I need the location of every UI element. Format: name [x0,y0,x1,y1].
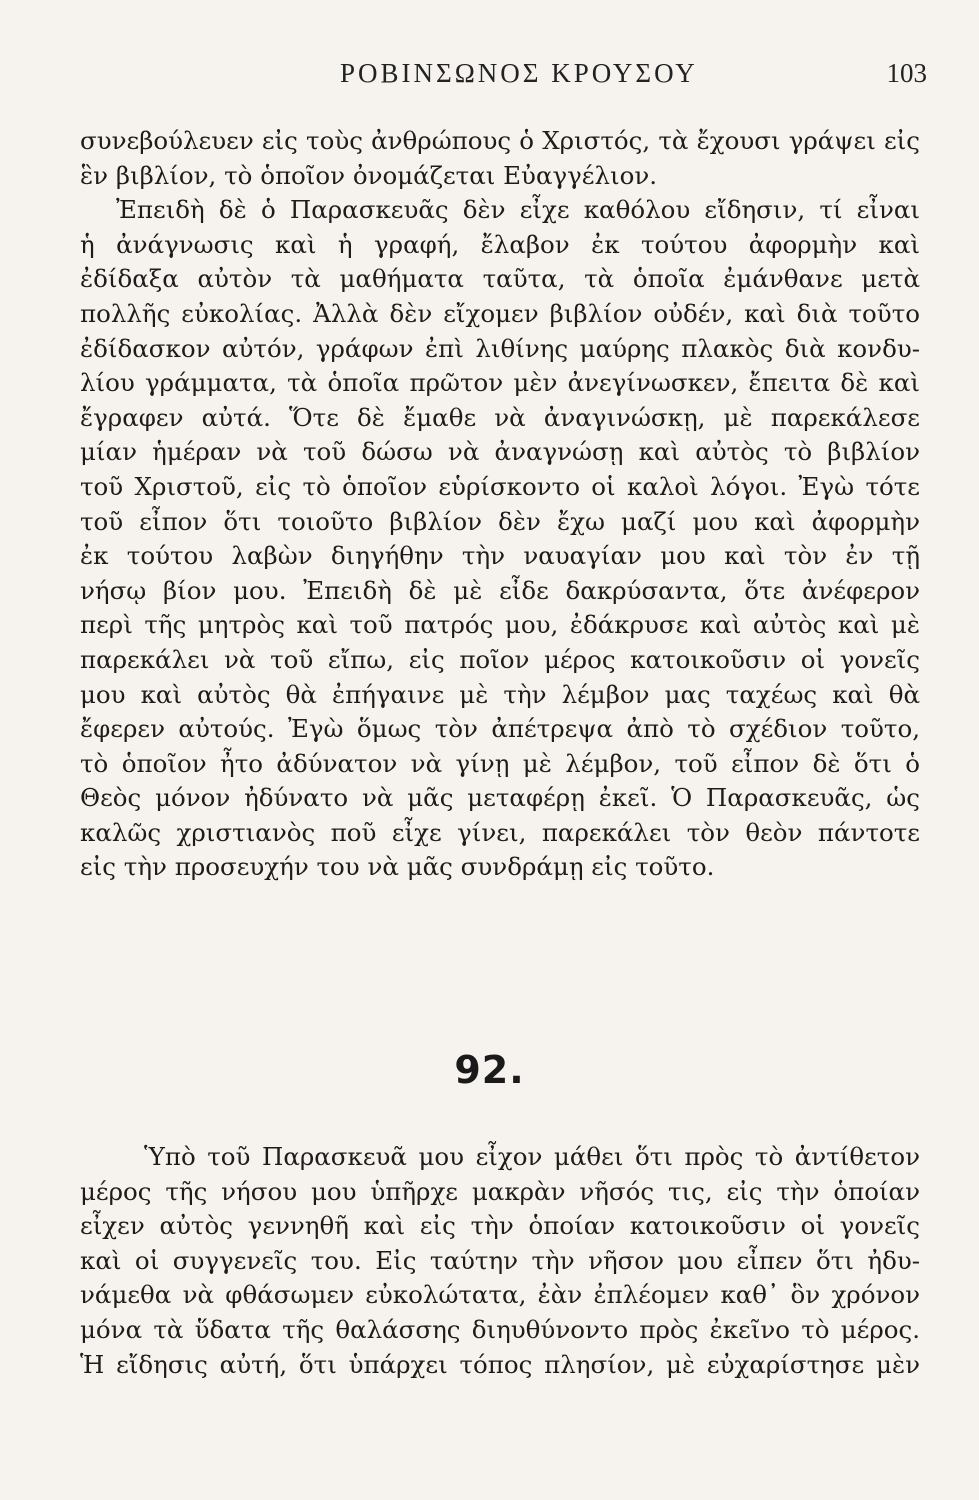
passage-2 [80,1140,920,1382]
text-line: Ἡ εἴδησις αὐτή, ὅτι ὑπάρχει τόπος πλησίον, μὲ εὐχαρίστησε μὲν [80,1349,920,1379]
text-line: συνεβούλευεν εἰς τοὺς ἀνθρώπους ὁ Χριστός, τὰ ἔχουσι γράψει εἰς [80,126,920,155]
text-line: μου καὶ αὐτὸς θὰ ἐπήγαινε μὲ τὴν λέμβον μας ταχέως καὶ θὰ [80,679,920,709]
passage-1 [80,124,920,885]
text-line: ἡ ἀνάγνωσις καὶ ἡ γραφή, ἔλαβον ἐκ τούτου ἀφορμὴν καὶ [80,229,920,259]
text-line: Θεὸς μόνον ἠδύνατο νὰ μᾶς μεταφέρῃ ἐκεῖ. Ὁ Παρασκευᾶς, ὡς [80,783,920,813]
text-line: περὶ τῆς μητρὸς καὶ τοῦ πατρός μου, ἐδάκρυσε καὶ αὐτὸς καὶ μὲ [80,610,920,640]
text-line: ἔφερεν αὐτούς. Ἐγὼ ὅμως τὸν ἀπέτρεψα ἀπὸ τὸ σχέδιον τοῦτο, [80,714,920,744]
text-line: λίου γράμματα, τὰ ὁποῖα πρῶτον μὲν ἀνεγίνωσκεν, ἔπειτα δὲ καὶ [80,368,920,398]
text-line: ἐκ τούτου λαβὼν διηγήθην τὴν ναυαγίαν μου καὶ τὸν ἐν τῇ [80,541,920,571]
page-number: 103 [886,58,927,88]
text-line: τὸ ὁποῖον ἦτο ἀδύνατον νὰ γίνῃ μὲ λέμβον, τοῦ εἶπον δὲ ὅτι ὁ [80,748,920,778]
text-line: τοῦ Χριστοῦ, εἰς τὸ ὁποῖον εὑρίσκοντο οἱ καλοὶ λόγοι. Ἐγὼ τότε [80,471,920,501]
text-line: μέρος τῆς νήσου μου ὑπῆρχε μακρὰν νῆσός τις, εἰς τὴν ὁποίαν [80,1176,920,1206]
text-line: νάμεθα νὰ φθάσωμεν εὐκολώτατα, ἐὰν ἐπλέομεν καθ᾽ ὃν χρόνον [80,1280,920,1310]
text-line: Ἐπειδὴ δὲ ὁ Παρασκευᾶς δὲν εἶχε καθόλου εἴδησιν, τί εἶναι [116,195,920,225]
section-number: 92. [454,1048,525,1092]
text-line: ἐδίδαξα αὐτὸν τὰ μαθήματα ταῦτα, τὰ ὁποῖα ἐμάνθανε μετὰ [80,264,920,294]
text-line: πολλῆς εὐκολίας. Ἀλλὰ δὲν εἴχομεν βιβλίον οὐδέν, καὶ διὰ τοῦτο [80,298,920,328]
text-line: ἐδίδασκον αὐτόν, γράφων ἐπὶ λιθίνης μαύρης πλακὸς διὰ κονδυ- [80,333,920,363]
text-line: εἰς τὴν προσευχήν του νὰ μᾶς συνδράμῃ εἰς τοῦτο. [80,852,715,882]
text-line: νήσῳ βίον μου. Ἐπειδὴ δὲ μὲ εἶδε δακρύσαντα, ὅτε ἀνέφερον [80,575,920,605]
text-line: καλῶς χριστιανὸς ποῦ εἶχε γίνει, παρεκάλει τὸν θεὸν πάντοτε [80,817,920,847]
text-line: παρεκάλει νὰ τοῦ εἴπω, εἰς ποῖον μέρος κατοικοῦσιν οἱ γονεῖς [80,644,920,674]
text-line: Ὑπὸ τοῦ Παρασκευᾶ μου εἶχον μάθει ὅτι πρὸς τὸ ἀντίθετον [144,1142,920,1171]
running-title: ΡΟΒΙΝΣΩΝΟΣ ΚΡΟΥΣΟΥ [340,58,698,88]
text-line: ἓν βιβλίον, τὸ ὁποῖον ὀνομάζεται Εὐαγγέλιον. [80,160,658,190]
text-line: μόνα τὰ ὕδατα τῆς θαλάσσης διηυθύνοντο πρὸς ἐκεῖνο τὸ μέρος. [80,1314,920,1344]
text-line: εἶχεν αὐτὸς γεννηθῆ καὶ εἰς τὴν ὁποίαν κατοικοῦσιν οἱ γονεῖς [80,1211,920,1241]
text-line: καὶ οἱ συγγενεῖς του. Εἰς ταύτην τὴν νῆσον μου εἶπεν ὅτι ἠδυ- [80,1245,920,1275]
text-line: ἔγραφεν αὐτά. Ὅτε δὲ ἔμαθε νὰ ἀναγινώσκῃ, μὲ παρεκάλεσε [80,402,920,432]
text-line: τοῦ εἶπον ὅτι τοιοῦτο βιβλίον δὲν ἔχω μαζί μου καὶ ἀφορμὴν [80,506,920,536]
text-line: μίαν ἡμέραν νὰ τοῦ δώσω νὰ ἀναγνώσῃ καὶ αὐτὸς τὸ βιβλίον [80,437,920,467]
